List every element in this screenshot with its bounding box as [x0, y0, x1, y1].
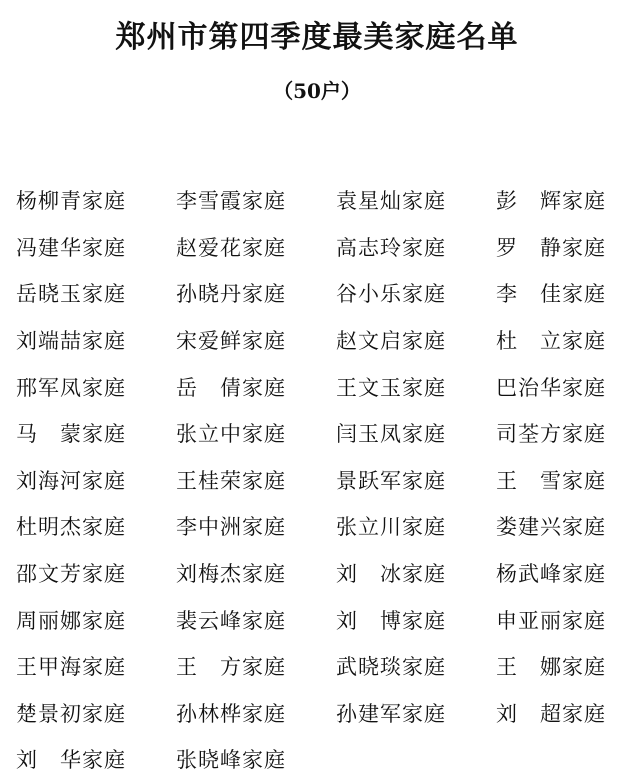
family-name-entry: 刘 博家庭 [336, 608, 446, 633]
family-name-entry: 罗 静家庭 [496, 235, 606, 260]
family-name-entry: 袁星灿家庭 [336, 189, 446, 214]
family-name-entry: 赵爱花家庭 [176, 235, 286, 260]
family-name-entry: 巴治华家庭 [496, 375, 606, 400]
family-name-entry: 刘海河家庭 [16, 468, 126, 493]
family-name-entry: 高志玲家庭 [336, 235, 446, 260]
family-name-entry: 宋爱鲜家庭 [176, 329, 286, 354]
family-name-entry: 王 娜家庭 [496, 655, 606, 680]
family-name-entry: 刘 冰家庭 [336, 562, 446, 587]
family-name-entry: 赵文启家庭 [336, 329, 446, 354]
family-name-entry: 彭 辉家庭 [496, 189, 606, 214]
family-name-entry: 张立中家庭 [176, 422, 286, 447]
family-name-entry: 楚景初家庭 [16, 701, 126, 726]
family-name-entry: 王桂荣家庭 [176, 468, 286, 493]
family-name-entry: 王甲海家庭 [16, 655, 126, 680]
family-name-entry: 刘 超家庭 [496, 701, 606, 726]
family-name-entry: 王 雪家庭 [496, 468, 606, 493]
family-name-entry: 李中洲家庭 [176, 515, 286, 540]
family-name-entry: 刘 华家庭 [16, 748, 126, 773]
family-name-entry: 裴云峰家庭 [176, 608, 286, 633]
family-name-entry: 王 方家庭 [176, 655, 286, 680]
family-name-entry: 刘梅杰家庭 [176, 562, 286, 587]
family-name-entry: 申亚丽家庭 [496, 608, 606, 633]
family-name-entry: 李雪霞家庭 [176, 189, 286, 214]
family-name-entry: 武晓琰家庭 [336, 655, 446, 680]
document-title: 郑州市第四季度最美家庭名单 [115, 20, 519, 55]
family-name-list [16, 178, 628, 779]
family-name-entry: 孙林桦家庭 [176, 701, 286, 726]
family-name-entry: 王文玉家庭 [336, 375, 446, 400]
family-name-entry: 刘端喆家庭 [16, 329, 126, 354]
family-name-entry: 娄建兴家庭 [496, 515, 606, 540]
family-name-entry: 李 佳家庭 [496, 282, 606, 307]
family-name-entry: 杜 立家庭 [496, 329, 606, 354]
family-name-entry: 谷小乐家庭 [336, 282, 446, 307]
family-name-entry: 杨武峰家庭 [496, 562, 606, 587]
family-name-entry: 杜明杰家庭 [16, 515, 126, 540]
family-name-entry: 闫玉凤家庭 [336, 422, 446, 447]
family-name-entry: 邵文芳家庭 [16, 562, 126, 587]
family-name-entry: 景跃军家庭 [336, 468, 446, 493]
family-name-entry: 孙晓丹家庭 [176, 282, 286, 307]
family-name-entry: 岳晓玉家庭 [16, 282, 126, 307]
family-name-entry: 邢军凤家庭 [16, 375, 126, 400]
household-count: （50户） [273, 79, 361, 103]
family-name-entry: 马 蒙家庭 [16, 422, 126, 447]
family-name-entry: 张晓峰家庭 [176, 748, 286, 773]
family-name-entry: 司荃方家庭 [496, 422, 606, 447]
family-name-entry: 杨柳青家庭 [16, 189, 126, 214]
family-name-entry: 岳 倩家庭 [176, 375, 286, 400]
family-name-entry: 冯建华家庭 [16, 235, 126, 260]
family-name-entry: 孙建军家庭 [336, 701, 446, 726]
family-name-entry: 周丽娜家庭 [16, 608, 126, 633]
family-name-entry: 张立川家庭 [336, 515, 446, 540]
